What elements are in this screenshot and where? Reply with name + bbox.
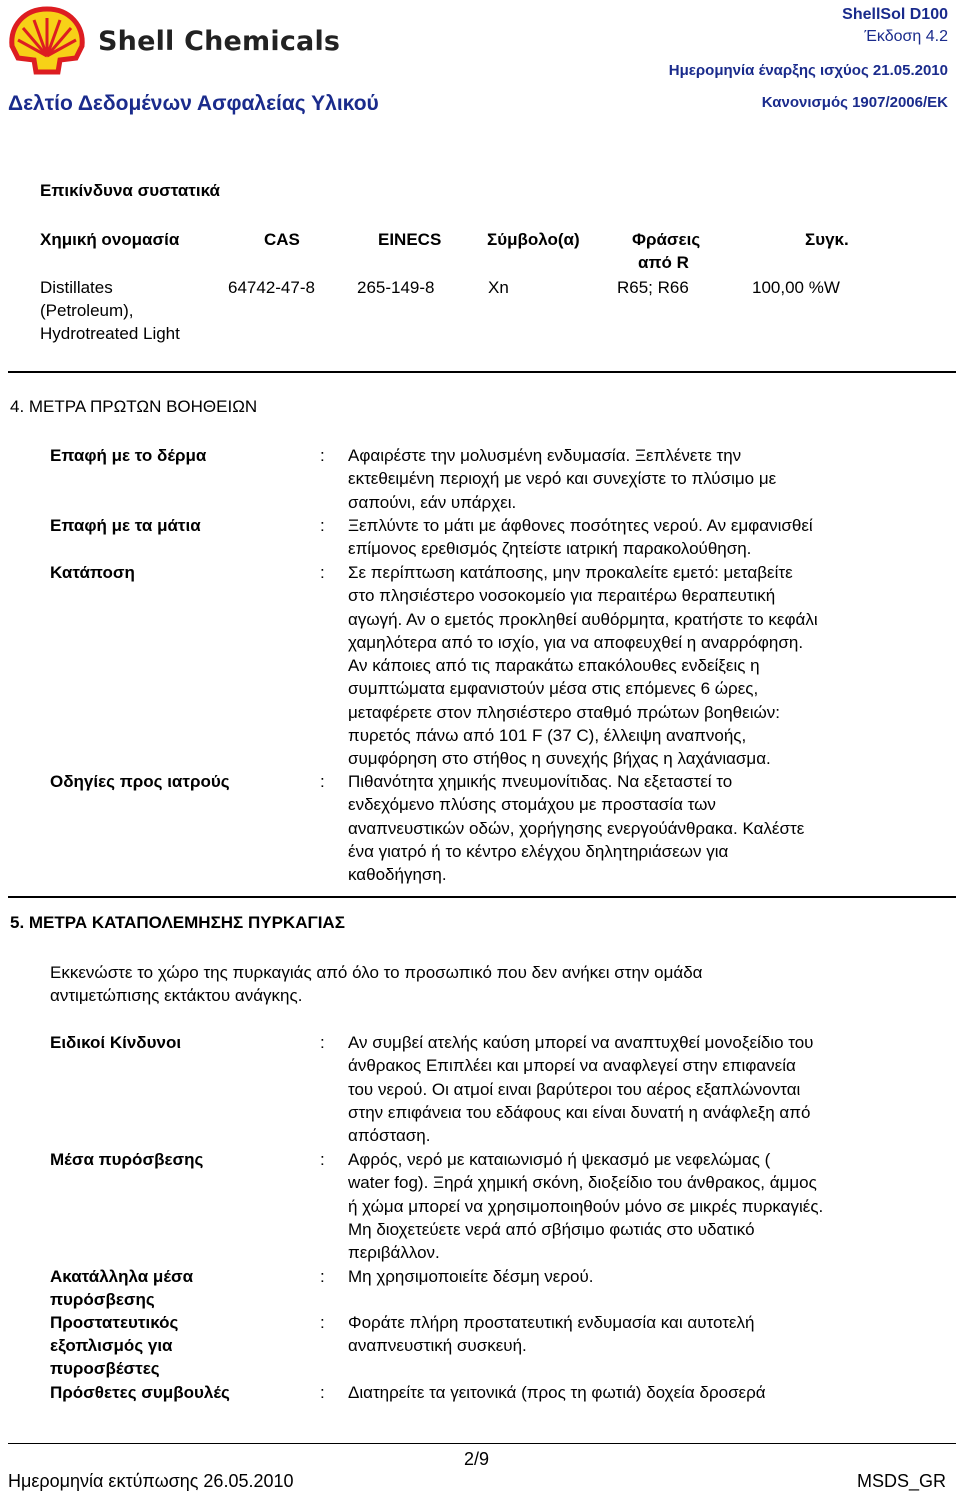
firefighting-label-unsuitable-media: Ακατάλληλα μέσα πυρόσβεσης <box>50 1267 194 1309</box>
section-divider <box>8 371 956 373</box>
column-header-symbols: Σύμβολο(α) <box>487 230 580 249</box>
risk-phrases: R65; R66 <box>617 278 689 297</box>
firefighting-value-protective-equipment: Φοράτε πλήρη προστατευτική ενδυμασία και αυτοτελή αναπνευστική συσκευή. <box>348 1313 755 1356</box>
first-aid-value-skin: Αφαιρέστε την μολυσμένη ενδυμασία. Ξεπλένετε την εκτεθειμένη περιοχή με νερό και συνεχίστε το πλύσιμο με σαπούνι, εάν υπάρχει. <box>348 446 777 512</box>
separator-colon: : <box>320 772 325 791</box>
evacuation-instruction: Εκκενώστε το χώρο της πυρκαγιάς από όλο το προσωπικό που δεν ανήκει στην ομάδα αντιμετώπισης εκτάκτου ανάγκης. <box>50 963 703 1005</box>
firefighting-label-hazards: Ειδικοί Κίνδυνοι <box>50 1033 182 1052</box>
firefighting-label-protective-equipment: Προστατευτικός εξοπλισμός για πυροσβέστες <box>50 1313 179 1378</box>
first-aid-value-physicians: Πιθανότητα χημικής πνευμονίτιδας. Να εξεταστεί το ενδεχόμενο πλύσης στομάχου με προστασία των αναπνευστικών οδών, χορήγησης ενεργούάνθρακα. Καλέστε ένα γιατρό ή το κέντρο ελέγχου δηλητηριάσεων για καθοδήγηση. <box>348 772 805 885</box>
column-header-einecs: EINECS <box>378 230 442 249</box>
effective-date: Ημερομηνία έναρξης ισχύος 21.05.2010 <box>668 62 948 79</box>
separator-colon: : <box>320 446 325 465</box>
chemical-name-line: (Petroleum), <box>40 301 134 320</box>
separator-colon: : <box>320 516 325 535</box>
section-4-title: 4. ΜΕΤΡΑ ΠΡΩΤΩΝ ΒΟΗΘΕΙΩΝ <box>10 397 258 416</box>
shell-pecten-logo-icon <box>6 6 88 76</box>
first-aid-label-skin: Επαφή με το δέρμα <box>50 446 207 465</box>
firefighting-label-additional-advice: Πρόσθετες συμβουλές <box>50 1383 230 1402</box>
cas-number: 64742-47-8 <box>228 278 315 297</box>
separator-colon: : <box>320 1150 325 1169</box>
first-aid-value-eyes: Ξεπλύντε το μάτι με άφθονες ποσότητες νερού. Αν εμφανισθεί επίμονος ερεθισμός ζητείστε ιατρική παρακολούθηση. <box>348 516 813 559</box>
firefighting-value-media: Αφρός, νερό με καταιωνισμό ή ψεκασμό με νεφελώμας ( water fog). Ξηρά χημική σκόνη, διοξείδιο του άνθρακος, άμμος ή χώμα μπορεί να χρησιμοποιηθούν μόνο σε μικρές πυρκαγιές. Μη διοχετεύετε νερά από σβήσιμο φωτιάς στο υδατικό περιβάλλον. <box>348 1150 824 1263</box>
section-5-title: 5. ΜΕΤΡΑ ΚΑΤΑΠΟΛΕΜΗΣΗΣ ΠΥΡΚΑΓΙΑΣ <box>10 913 345 932</box>
chemical-name-line: Distillates <box>40 278 113 297</box>
column-header-concentration: Συγκ. <box>805 230 849 249</box>
section-divider <box>8 896 956 898</box>
separator-colon: : <box>320 563 325 582</box>
hazard-symbol: Xn <box>488 278 509 297</box>
einecs-number: 265-149-8 <box>357 278 435 297</box>
document-title: Δελτίο Δεδομένων Ασφαλείας Υλικού <box>8 92 379 115</box>
regulation-reference: Κανονισμός 1907/2006/ΕΚ <box>761 94 948 111</box>
column-header-phrases: Φράσεις <box>632 230 701 249</box>
column-header-chemical-name: Χημική ονομασία <box>40 230 180 249</box>
print-date: Ημερομηνία εκτύπωσης 26.05.2010 <box>8 1471 294 1491</box>
separator-colon: : <box>320 1267 325 1286</box>
column-header-cas: CAS <box>264 230 300 249</box>
firefighting-value-hazards: Αν συμβεί ατελής καύση μπορεί να αναπτυχθεί μονοξείδιο του άνθρακος Επιπλέει και μπορεί να αναφλεγεί στην επιφανεία του νερού. Οι ατμοί ειναι βαρύτεροι του αέρος εξαπλώνονται στην επιφάνεια του εδάφους και είναι δυνατή η ανάφλεξη από απόσταση. <box>348 1033 814 1146</box>
page-number: 2/9 <box>464 1449 490 1469</box>
firefighting-value-additional-advice: Διατηρείτε τα γειτονικά (προς τη φωτιά) δοχεία δροσερά <box>348 1383 766 1402</box>
brand-name: Shell Chemicals <box>98 25 341 57</box>
first-aid-label-physicians: Οδηγίες προς ιατρούς <box>50 772 230 791</box>
separator-colon: : <box>320 1313 325 1332</box>
chemical-name-line: Hydrotreated Light <box>40 324 180 343</box>
product-name: ShellSol D100 <box>842 6 948 23</box>
hazardous-components-title: Επικίνδυνα συστατικά <box>40 181 220 200</box>
firefighting-value-unsuitable-media: Μη χρησιμοποιείτε δέσμη νερού. <box>348 1267 594 1286</box>
firefighting-label-media: Μέσα πυρόσβεσης <box>50 1150 204 1169</box>
first-aid-label-ingestion: Κατάποση <box>50 563 135 582</box>
separator-colon: : <box>320 1033 325 1052</box>
separator-colon: : <box>320 1383 325 1402</box>
concentration-value: 100,00 %W <box>752 278 840 297</box>
brand-logo <box>6 6 340 76</box>
column-header-phrases-line2: από R <box>638 253 689 272</box>
first-aid-value-ingestion: Σε περίπτωση κατάποσης, μην προκαλείτε εμετό: μεταβείτε στο πλησιέστερο νοσοκομείο για περαιτέρω θεραπευτική αγωγή. Αν ο εμετός προκληθεί αυθόρμητα, κρατήστε το κεφάλι χαμηλότερα από το ισχίο, για να αποφευχθεί η αναρρόφηση. Αν κάποιες από τις παρακάτω επακόλουθες ενδείξεις η συμπτώματα εμφανιστούν μέσα στις επόμενες 6 ώρες, μεταφέρετε στον πλησιέστερο σταθμό πρώτων βοηθειών: πυρετός πάνω από 101 F (37 C), έλλειψη αναπνοής, συμφόρηση στο στήθος η συνεχής βήχας η λαχάνιασμα. <box>348 563 818 769</box>
footer-divider <box>8 1443 956 1444</box>
document-version: Έκδοση 4.2 <box>864 28 948 45</box>
first-aid-label-eyes: Επαφή με τα μάτια <box>50 516 201 535</box>
document-code: MSDS_GR <box>856 1471 946 1491</box>
